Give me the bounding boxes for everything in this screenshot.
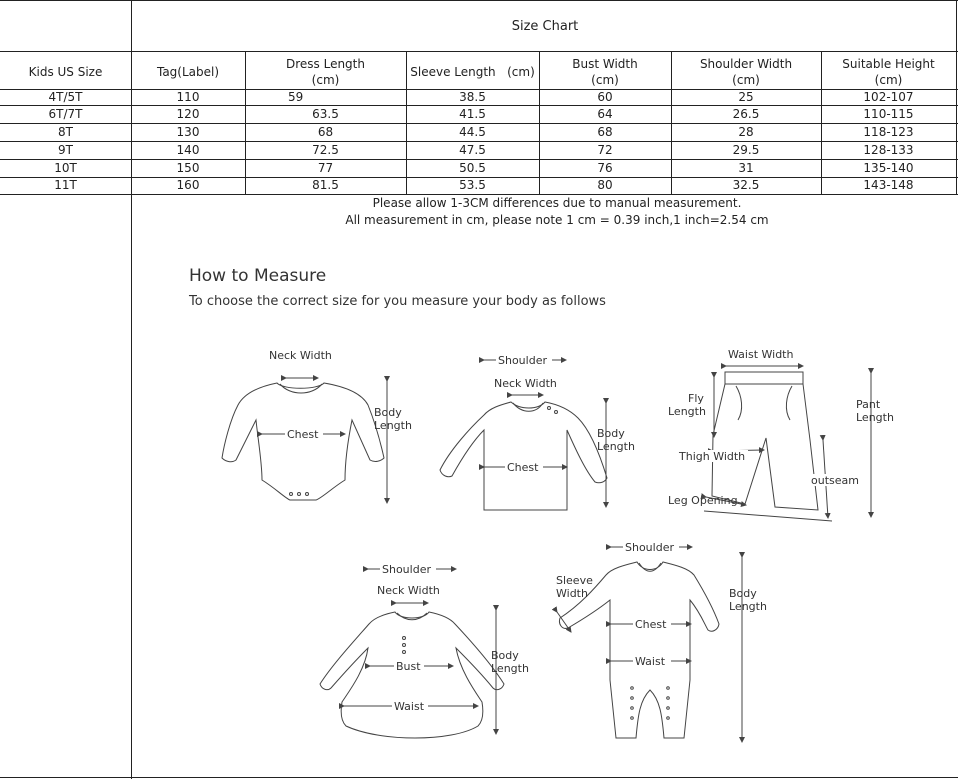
cell-size: 6T/7T bbox=[48, 107, 83, 121]
romper-sleeve-label: Sleeve bbox=[556, 574, 593, 587]
cell-size: 10T bbox=[54, 161, 77, 175]
cell-shoulder: 25 bbox=[738, 90, 754, 104]
dress-body-label: Body bbox=[491, 649, 519, 662]
shirt-shoulder-label: Shoulder bbox=[498, 354, 547, 367]
dress-waist-label: Waist bbox=[394, 700, 425, 713]
dress-bust-label: Bust bbox=[396, 660, 421, 673]
header-dress-length-unit: (cm) bbox=[311, 73, 340, 87]
header-kids-size-label: Kids US Size bbox=[28, 65, 103, 79]
pants-pant-length-label: Length bbox=[856, 411, 894, 424]
header-sleeve-length-label: Sleeve Length (cm) bbox=[410, 65, 535, 79]
romper-sleeve-width-label: Width bbox=[556, 587, 588, 600]
cell-bust: 68 bbox=[597, 125, 613, 139]
shirt-chest-label: Chest bbox=[507, 461, 539, 474]
header-shoulder-width-label: Shoulder Width bbox=[699, 57, 793, 71]
pants-fly-label: Fly bbox=[688, 392, 704, 405]
cell-size: 9T bbox=[58, 143, 73, 157]
cell-dress: 81.5 bbox=[312, 178, 339, 192]
cell-height: 110-115 bbox=[863, 107, 914, 121]
cell-sleeve: 44.5 bbox=[459, 125, 486, 139]
cell-dress: 59 bbox=[288, 90, 304, 104]
cell-tag: 150 bbox=[176, 161, 200, 175]
bodysuit-neck-label: Neck Width bbox=[269, 349, 332, 362]
dress-neck-label: Neck Width bbox=[377, 584, 440, 597]
cell-bust: 64 bbox=[597, 107, 613, 121]
cell-tag: 120 bbox=[176, 107, 200, 121]
romper-shoulder-label: Shoulder bbox=[625, 541, 674, 554]
cell-sleeve: 38.5 bbox=[459, 90, 486, 104]
cell-sleeve: 41.5 bbox=[459, 107, 486, 121]
cell-tag: 130 bbox=[176, 125, 200, 139]
header-suitable-height-unit: (cm) bbox=[874, 73, 903, 87]
header-tag-label: Tag(Label) bbox=[156, 65, 220, 79]
cell-bust: 76 bbox=[597, 161, 613, 175]
cell-size: 11T bbox=[54, 178, 77, 192]
cell-sleeve: 53.5 bbox=[459, 178, 486, 192]
cell-tag: 110 bbox=[176, 90, 200, 104]
header-bust-width-unit: (cm) bbox=[591, 73, 619, 87]
cell-shoulder: 28 bbox=[738, 125, 754, 139]
cell-dress: 72.5 bbox=[312, 143, 339, 157]
cell-dress: 77 bbox=[317, 161, 334, 175]
cell-shoulder: 31 bbox=[738, 161, 754, 175]
cell-tag: 140 bbox=[176, 143, 200, 157]
header-shoulder-width-unit: (cm) bbox=[732, 73, 760, 87]
shirt-body-label: Body bbox=[597, 427, 625, 440]
how-to-measure-title: How to Measure bbox=[189, 266, 327, 286]
cell-dress: 63.5 bbox=[312, 107, 339, 121]
bodysuit-length-label: Length bbox=[374, 419, 412, 432]
pants-leg-label: Leg Opening bbox=[668, 494, 738, 507]
cell-height: 135-140 bbox=[863, 161, 914, 175]
shirt-neck-label: Neck Width bbox=[494, 377, 557, 390]
pants-waist-label: Waist Width bbox=[728, 348, 794, 361]
pants-outseam-label: outseam bbox=[811, 474, 859, 487]
measurement-note-2: All measurement in cm, please note 1 cm = 0.39 inch,1 inch=2.54 cm bbox=[345, 213, 769, 227]
cell-size: 8T bbox=[58, 125, 73, 139]
romper-waist-label: Waist bbox=[635, 655, 666, 668]
cell-bust: 80 bbox=[597, 178, 613, 192]
pants-pant-label: Pant bbox=[856, 398, 881, 411]
bodysuit-body-label: Body bbox=[374, 406, 402, 419]
cell-size: 4T/5T bbox=[48, 90, 83, 104]
cell-shoulder: 32.5 bbox=[732, 178, 760, 192]
pants-fly-length-label: Length bbox=[668, 405, 706, 418]
cell-shoulder: 29.5 bbox=[732, 143, 760, 157]
cell-dress: 68 bbox=[317, 125, 334, 139]
size-chart-title: Size Chart bbox=[511, 19, 579, 34]
cell-sleeve: 50.5 bbox=[459, 161, 486, 175]
cell-height: 118-123 bbox=[863, 125, 914, 139]
header-dress-length-label: Dress Length bbox=[285, 57, 365, 71]
romper-chest-label: Chest bbox=[635, 618, 667, 631]
cell-height: 128-133 bbox=[863, 143, 914, 157]
measurement-note-1: Please allow 1-3CM differences due to manual measurement. bbox=[372, 196, 742, 210]
bodysuit-chest-label: Chest bbox=[287, 428, 319, 441]
romper-body-label: Body bbox=[729, 587, 757, 600]
cell-sleeve: 47.5 bbox=[459, 143, 486, 157]
cell-height: 143-148 bbox=[863, 178, 914, 192]
cell-height: 102-107 bbox=[863, 90, 914, 104]
dress-shoulder-label: Shoulder bbox=[382, 563, 431, 576]
dress-length-label: Length bbox=[491, 662, 529, 675]
header-bust-width-label: Bust Width bbox=[572, 57, 638, 71]
shirt-length-label: Length bbox=[597, 440, 635, 453]
cell-bust: 60 bbox=[597, 90, 613, 104]
cell-shoulder: 26.5 bbox=[732, 107, 760, 121]
how-to-measure-subtitle: To choose the correct size for you measure your body as follows bbox=[189, 294, 606, 309]
cell-bust: 72 bbox=[597, 143, 613, 157]
header-suitable-height-label: Suitable Height bbox=[842, 57, 935, 71]
romper-length-label: Length bbox=[729, 600, 767, 613]
cell-tag: 160 bbox=[176, 178, 200, 192]
pants-thigh-label: Thigh Width bbox=[679, 450, 746, 463]
